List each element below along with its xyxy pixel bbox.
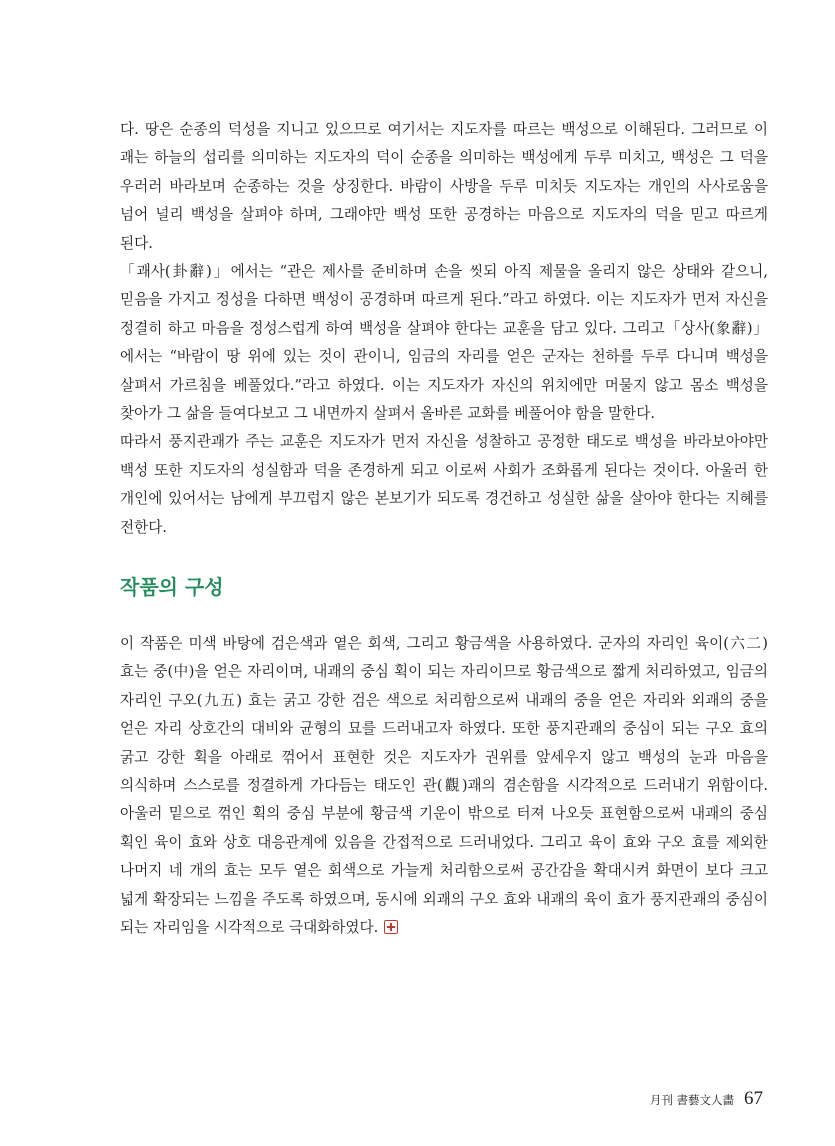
section-heading: 작품의 구성 bbox=[120, 575, 224, 599]
body-text bbox=[120, 116, 768, 542]
body-paragraph-3: 따라서 풍지관괘가 주는 교훈은 지도자가 먼저 자신을 성찰하고 공정한 태도로 백성을 바라보아야만 백성 또한 지도자의 성실함과 덕을 존경하게 되고 이로써 사회가 조화롭게 된다는 것이다. 아울러 한 개인에 있어서는 남에게 부끄럽지 않은 본보기가 되도록 경건하고 성실한 삶을 살아야 한다는 지혜를 전한다. bbox=[120, 433, 768, 536]
section-body bbox=[120, 630, 768, 942]
section-paragraph-text: 이 작품은 미색 바탕에 검은색과 옅은 회색, 그리고 황금색을 사용하였다. 군자의 자리인 육이(六二) 효는 중(中)을 얻은 자리이며, 내괘의 중심 획이 되는 자리이므로 황금색으로 짧게 처리하였고, 임금의 자리인 구오(九五) 효는 굵고 강한 검은 색으로 처리함으로써 내괘의 중을 얻은 자리와 외괘의 중을 얻은 자리 상호간의 대비와 균형의 묘를 드러내고자 하였다. 또한 풍지관괘의 중심이 되는 구오 효의 굵고 강한 획을 아래로 꺾어서 표현한 것은 지도자가 권위를 앞세우지 않고 백성의 눈과 마음을 의식하며 스스로를 정결하게 가다듬는 태도인 관(觀)괘의 겸손함을 시각적으로 드러내기 위함이다. 아울러 밑으로 꺾인 획의 중심 부분에 황금색 기운이 밖으로 터져 나오듯 표현함으로써 내괘의 중심 획인 육이 효와 상호 대응관계에 있음을 간접적으로 드러내었다. 그리고 육이 효와 구오 효를 제외한 나머지 네 개의 효는 모두 옅은 회색으로 가늘게 처리함으로써 공간감을 확대시켜 화면이 보다 크고 넓게 확장되는 느낌을 주도록 하였으며, 동시에 외괘의 구오 효와 내괘의 육이 효가 풍지관괘의 중심이 되는 자리임을 시각적으로 극대화하였다. bbox=[120, 635, 768, 937]
page-number: 67 bbox=[744, 1088, 763, 1109]
section-paragraph bbox=[120, 630, 768, 942]
seal-icon bbox=[384, 920, 398, 934]
page-footer bbox=[650, 1088, 763, 1112]
body-paragraph-2: 「괘사(卦辭)」에서는 “관은 제사를 준비하며 손을 씻되 아직 제물을 올리지 않은 상태와 같으니, 믿음을 가지고 정성을 다하면 백성이 공경하며 따르게 된다.”라고 하였다. 이는 지도자가 먼저 자신을 정결히 하고 마음을 정성스럽게 하여 백성을 살펴야 한다는 교훈을 담고 있다. 그리고「상사(象辭)」에서는 “바람이 땅 위에 있는 것이 관이니, 임금의 자리를 얻은 군자는 천하를 두루 다니며 백성을 살펴서 가르침을 베풀었다.”라고 하였다. 이는 지도자가 자신의 위치에만 머물지 않고 몸소 백성을 찾아가 그 삶을 들여다보고 그 내면까지 살펴서 올바른 교화를 베풀어야 함을 말한다. bbox=[120, 263, 768, 423]
body-paragraph-1: 다. 땅은 순종의 덕성을 지니고 있으므로 여기서는 지도자를 따르는 백성으로 이해된다. 그러므로 이 괘는 하늘의 섭리를 의미하는 지도자의 덕이 순종을 의미하는 백성에게 두루 미치고, 백성은 그 덕을 우러러 바라보며 순종하는 것을 상징한다. 바람이 사방을 두루 미치듯 지도자는 개인의 사사로움을 넘어 널리 백성을 살펴야 하며, 그래야만 백성 또한 공경하는 마음으로 지도자의 덕을 믿고 따르게 된다. bbox=[120, 121, 768, 252]
journal-name: 月刊 書藝文人畵 bbox=[649, 1093, 734, 1107]
